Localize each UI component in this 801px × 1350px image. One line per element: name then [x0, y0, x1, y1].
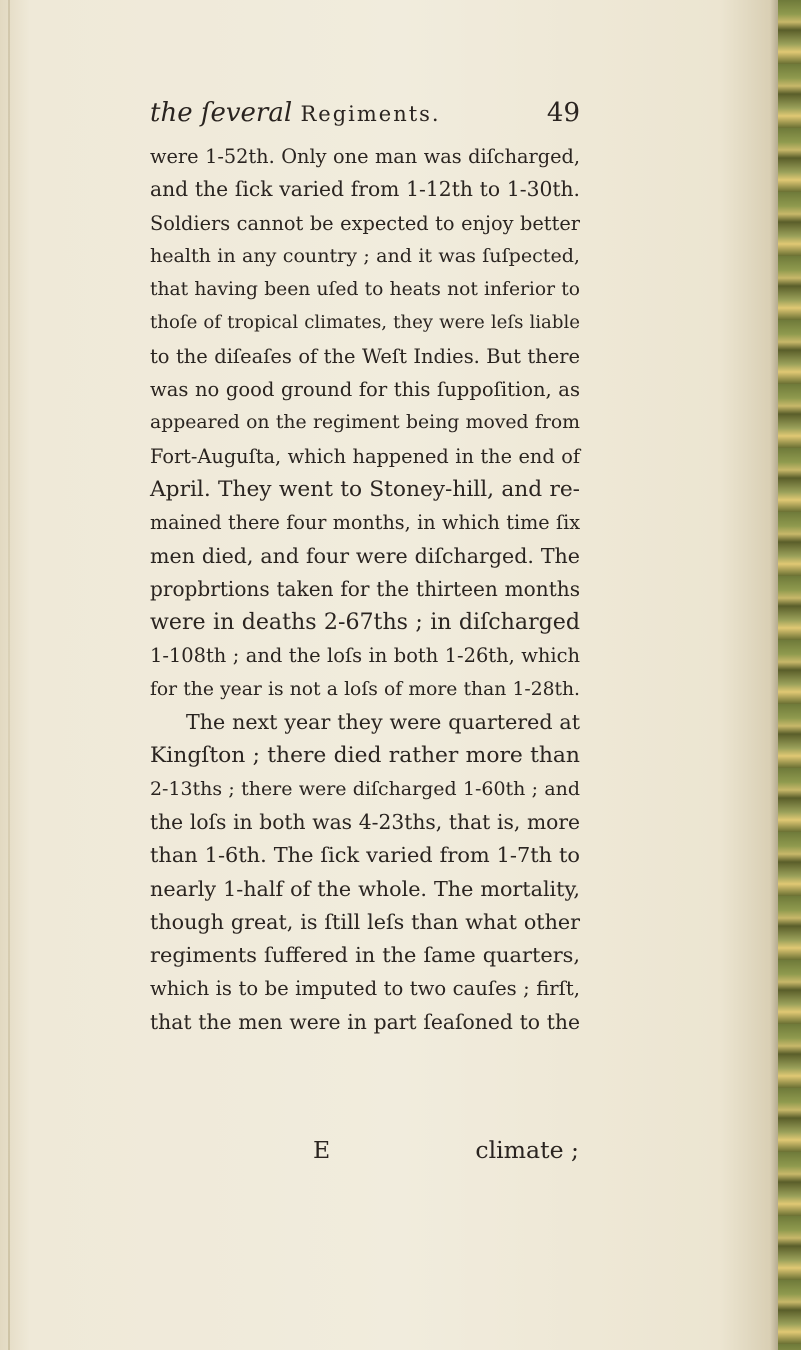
text-line: that the men were in part ſeaſoned to the: [150, 1009, 580, 1034]
page-header: [150, 98, 580, 138]
text-line: propbrtions taken for the thirteen months: [150, 576, 580, 601]
text-line: was no good ground for this ſuppoſition, as: [150, 378, 580, 402]
text-line: men died, and four were diſcharged. The: [150, 543, 580, 568]
running-head-caps: Regiments.: [300, 102, 441, 126]
text-line: were in deaths 2-67ths ; in diſcharged: [150, 609, 580, 636]
text-line: mained there four months, in which time ſix: [150, 511, 580, 535]
catchword: climate ;: [475, 1136, 579, 1164]
book-spine-edge: [778, 0, 801, 1350]
text-line: though great, is ſtill leſs than what other: [150, 909, 580, 934]
text-line: nearly 1-half of the whole. The mortality,: [150, 876, 580, 901]
signature-mark: E: [313, 1136, 331, 1164]
text-line: the loſs in both was 4-23ths, that is, more: [150, 809, 580, 834]
text-line: Kingſton ; there died rather more than: [150, 743, 580, 769]
text-line: April. They went to Stoney-hill, and re-: [150, 476, 580, 502]
page-fold-line: [8, 0, 10, 1350]
text-line: appeared on the regiment being moved from: [150, 412, 580, 434]
text-line-paragraph-start: The next year they were quartered at: [186, 710, 580, 735]
text-line: thoſe of tropical climates, they were leſs liable: [150, 312, 580, 334]
text-line: 1-108th ; and the loſs in both 1-26th, which: [150, 644, 580, 668]
text-line: Soldiers cannot be expected to enjoy better: [150, 211, 580, 235]
page-footer: [150, 1136, 580, 1170]
body-text: [150, 140, 580, 1039]
page-number: 49: [546, 98, 580, 128]
text-line: regiments ſuffered in the ſame quarters,: [150, 943, 580, 968]
text-line: for the year is not a loſs of more than 1-28th.: [150, 678, 580, 700]
running-head: [150, 98, 441, 128]
running-head-italic: the ſeveral: [150, 98, 293, 128]
text-line: and the ſick varied from 1-12th to 1-30th.: [150, 177, 580, 202]
text-line: Fort-Auguſta, which happened in the end of: [150, 444, 580, 468]
text-line: health in any country ; and it was ſuſpected,: [150, 244, 580, 267]
text-line: to the diſeaſes of the Weſt Indies. But there: [150, 344, 580, 368]
text-line: were 1-52th. Only one man was diſcharged,: [150, 145, 580, 168]
text-line: than 1-6th. The ſick varied from 1-7th to: [150, 843, 580, 868]
text-line: 2-13ths ; there were diſcharged 1-60th ; and: [150, 777, 580, 800]
text-line: which is to be imputed to two cauſes ; firſt,: [150, 977, 580, 1001]
text-line: that having been uſed to heats not inferior to: [150, 279, 580, 301]
